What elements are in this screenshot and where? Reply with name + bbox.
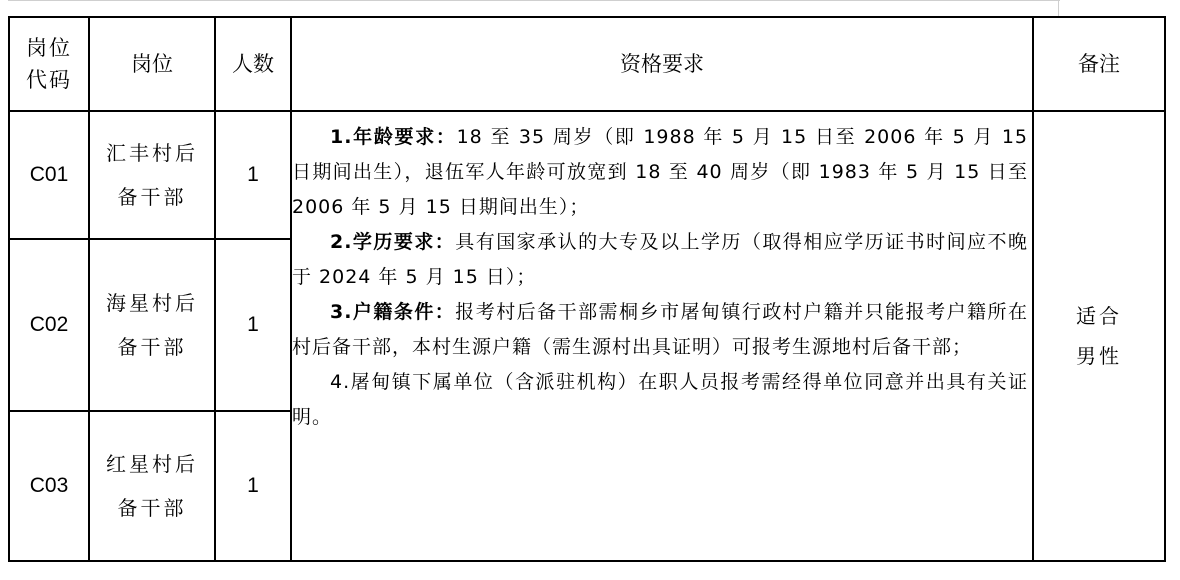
requirement-text: 4.屠甸镇下属单位（含派驻机构）在职人员报考需经得单位同意并出具有关证明。 — [292, 371, 1028, 428]
requirement-label: 2.学历要求： — [330, 231, 456, 253]
requirement-household — [292, 295, 1028, 365]
requirement-employee — [292, 365, 1028, 435]
requirements-cell — [291, 111, 1033, 561]
requirement-age — [292, 120, 1028, 225]
headcount-cell: 1 — [215, 111, 291, 239]
requirement-education — [292, 225, 1028, 295]
requirement-text: 18 至 35 周岁（即 1988 年 5 月 15 日至 2006 年 5 月 15 日期间出生），退伍军人年龄可放宽到 18 至 40 周岁（即 1983 年 5 月 15 日至 2006 年 5 月 15 日期间出生）； — [292, 126, 1028, 218]
header-requirements: 资格要求 — [291, 17, 1033, 111]
header-post-code: 岗位代码 — [9, 17, 89, 111]
page-edge-marker — [1058, 0, 1059, 16]
post-name-cell: 红星村后备干部 — [89, 411, 215, 561]
post-name-cell: 汇丰村后备干部 — [89, 111, 215, 239]
post-code-cell: C02 — [9, 239, 89, 411]
post-name-cell: 海星村后备干部 — [89, 239, 215, 411]
page-edge-line — [8, 0, 1060, 1]
requirement-text: 报考村后备干部需桐乡市屠甸镇行政村户籍并只能报考户籍所在村后备干部，本村生源户籍（需生源村出具证明）可报考生源地村后备干部； — [292, 301, 1028, 358]
headcount-cell: 1 — [215, 239, 291, 411]
requirement-label: 1.年龄要求： — [330, 126, 457, 148]
requirement-text: 具有国家承认的大专及以上学历（取得相应学历证书时间应不晚于 2024 年 5 月 15 日）； — [292, 231, 1028, 288]
headcount-cell: 1 — [215, 411, 291, 561]
header-post: 岗位 — [89, 17, 215, 111]
remarks-cell: 适合男性 — [1033, 111, 1165, 561]
post-code-cell: C01 — [9, 111, 89, 239]
table-row — [9, 111, 1165, 239]
recruitment-table — [8, 16, 1166, 562]
header-remarks: 备注 — [1033, 17, 1165, 111]
header-row — [9, 17, 1165, 111]
post-code-cell: C03 — [9, 411, 89, 561]
requirement-label: 3.户籍条件： — [330, 301, 456, 323]
header-count: 人数 — [215, 17, 291, 111]
